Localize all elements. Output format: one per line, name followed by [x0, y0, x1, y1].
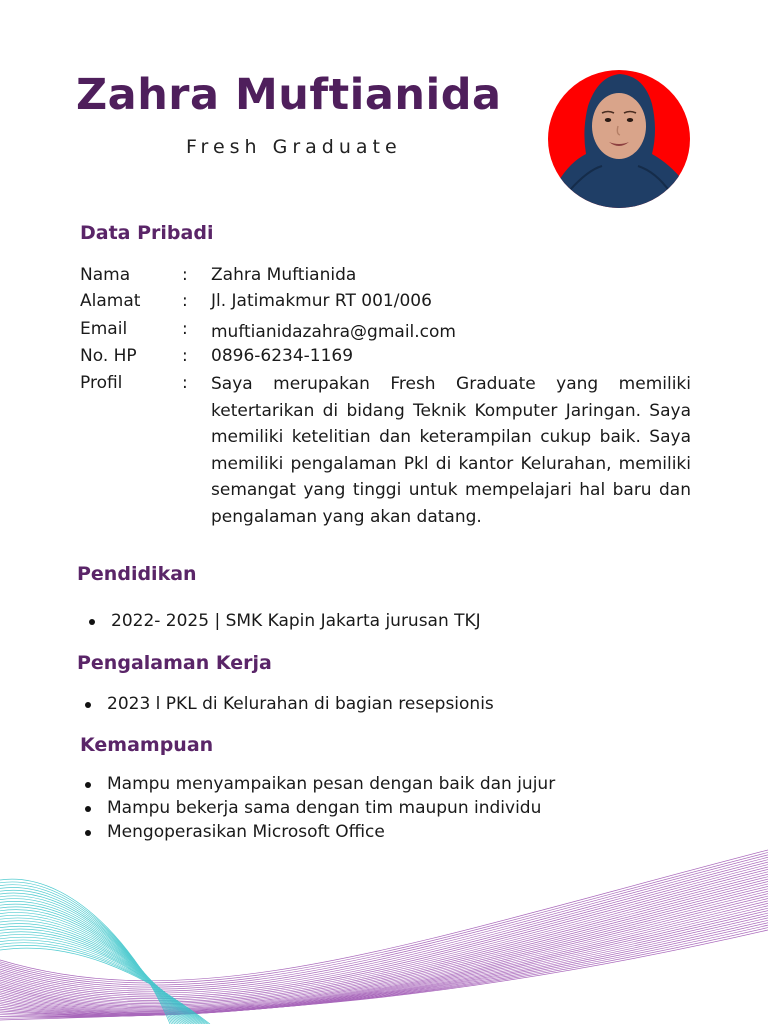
profile-photo [548, 70, 690, 208]
experience-list [80, 692, 494, 716]
list-item: 2023 l PKL di Kelurahan di bagian resepsionis [80, 692, 494, 716]
list-item: 2022- 2025 | SMK Kapin Jakarta jurusan TKJ [84, 609, 481, 633]
list-item: Mampu menyampaikan pesan dengan baik dan jujur [80, 772, 555, 796]
profile-photo-image [548, 70, 690, 208]
field-colon: : [182, 291, 188, 311]
field-value: Jl. Jatimakmur RT 001/006 [211, 291, 432, 311]
field-label: Alamat [80, 291, 141, 311]
field-colon: : [182, 265, 188, 285]
list-item: Mampu bekerja sama dengan tim maupun individu [80, 796, 555, 820]
wave-line [0, 920, 768, 1016]
field-label: Nama [80, 265, 131, 285]
field-colon: : [182, 319, 188, 339]
email-value: muftianidazahra@gmail.com [211, 322, 456, 342]
field-colon: : [182, 373, 188, 393]
skills-list [80, 772, 555, 844]
decorative-wave-lines [0, 840, 768, 1024]
field-label: No. HP [80, 346, 137, 366]
candidate-subtitle: Fresh Graduate [186, 136, 402, 158]
section-heading-education: Pendidikan [77, 563, 197, 585]
list-item: Mengoperasikan Microsoft Office [80, 820, 555, 844]
phone-value: 0896-6234-1169 [211, 346, 354, 366]
field-label: Email [80, 319, 128, 339]
profile-description: Saya merupakan Fresh Graduate yang memiliki ketertarikan di bidang Teknik Komputer Jaringan. Saya memiliki ketelitian dan keterampilan cukup baik. Saya memiliki pengalaman Pkl di kantor Kelurahan, memiliki semangat yang tinggi untuk mempelajari hal baru dan pengalaman yang akan datang. [211, 374, 691, 527]
candidate-name: Zahra Muftianida [76, 70, 502, 120]
field-label: Profil [80, 373, 123, 393]
section-heading-skills: Kemampuan [80, 734, 214, 756]
field-colon: : [182, 346, 188, 366]
education-list [84, 609, 481, 633]
section-heading-personal: Data Pribadi [80, 222, 214, 244]
field-value: Zahra Muftianida [211, 265, 357, 285]
section-heading-experience: Pengalaman Kerja [77, 652, 272, 674]
